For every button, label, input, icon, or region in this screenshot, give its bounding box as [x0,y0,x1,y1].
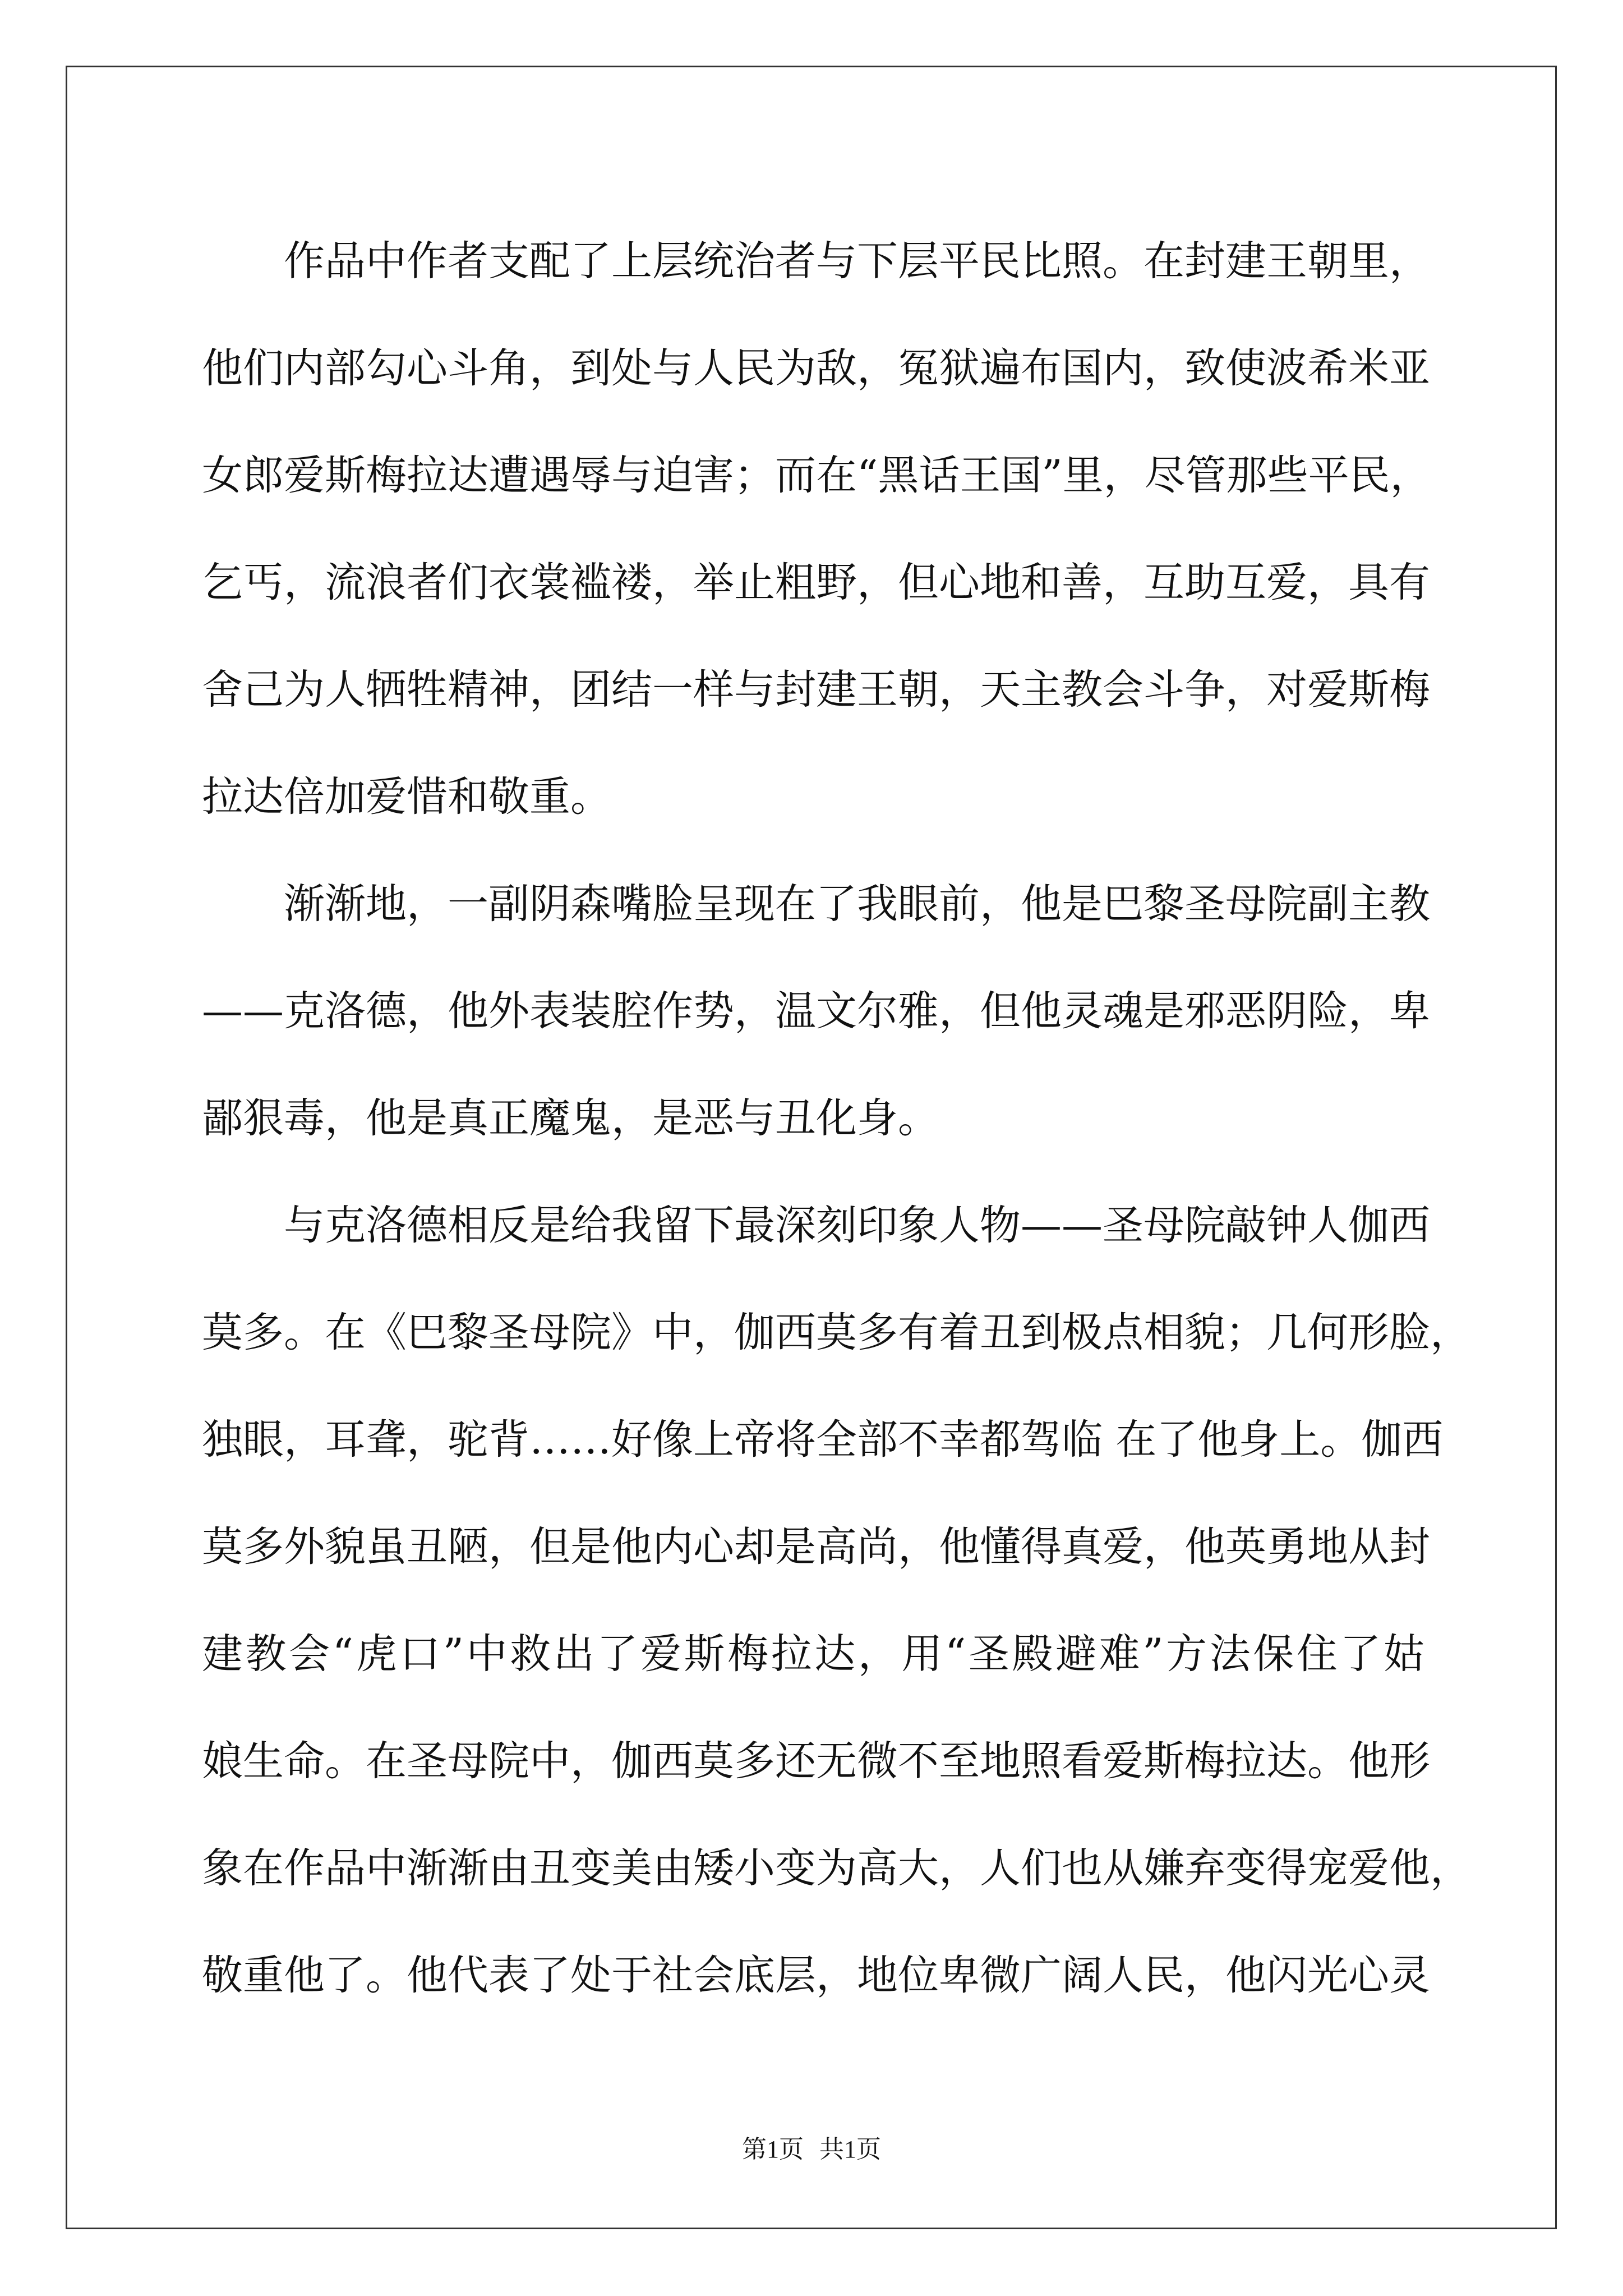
text-line: 作品中作者支配了上层统治者与下层平民比照。在封建王朝里， [284,237,1430,285]
paragraph-1 [202,208,1431,850]
page-number: 第1页 [742,2136,804,2163]
paragraph-3 [202,1172,1471,2029]
text-line: 敬重他了。他代表了处于社会底层，地位卑微广阔人民，他闪光心灵 [202,1952,1430,1999]
text-line: 建教会“虎口”中救出了爱斯梅拉达，用“圣殿避难”方法保住了姑 [202,1630,1424,1678]
text-line: 娘生命。在圣母院中，伽西莫多还无微不至地照看爱斯梅拉达。他形 [202,1737,1430,1785]
text-line: 象在作品中渐渐由丑变美由矮小变为高大，人们也从嫌弃变得宠爱他， [202,1844,1471,1892]
text-line: ——克洛德，他外表装腔作势，温文尔雅，但他灵魂是邪恶阴险，卑 [202,987,1430,1035]
text-line: 莫多。在《巴黎圣母院》中，伽西莫多有着丑到极点相貌；几何形脸， [202,1309,1471,1356]
page-total: 共1页 [819,2136,881,2163]
text-line: 拉达倍加爱惜和敬重。 [202,773,611,821]
text-line: 舍己为人牺牲精神，团结一样与封建王朝，天主教会斗争，对爱斯梅 [202,666,1430,714]
page-footer [0,2129,1623,2165]
text-line: 乞丐，流浪者们衣裳褴褛，举止粗野，但心地和善，互助互爱，具有 [202,559,1430,606]
text-line: 独眼，耳聋，驼背……好像上帝将全部不幸都驾临 在了他身上。伽西 [202,1416,1444,1464]
text-line: 他们内部勾心斗角，到处与人民为敌，冤狱遍布国内，致使波希米亚 [202,344,1430,392]
text-line: 与克洛德相反是给我留下最深刻印象人物——圣母院敲钟人伽西 [284,1202,1430,1249]
text-line: 女郎爱斯梅拉达遭遇辱与迫害；而在“黑话王国”里，尽管那些平民， [202,452,1431,499]
text-line: 鄙狠毒，他是真正魔鬼，是恶与丑化身。 [202,1094,939,1142]
text-line: 莫多外貌虽丑陋，但是他内心却是高尚，他懂得真爱，他英勇地从封 [202,1523,1430,1571]
text-line: 渐渐地，一副阴森嘴脸呈现在了我眼前，他是巴黎圣母院副主教 [284,880,1430,928]
paragraph-2 [202,850,1430,1172]
document-body [202,208,1471,2029]
